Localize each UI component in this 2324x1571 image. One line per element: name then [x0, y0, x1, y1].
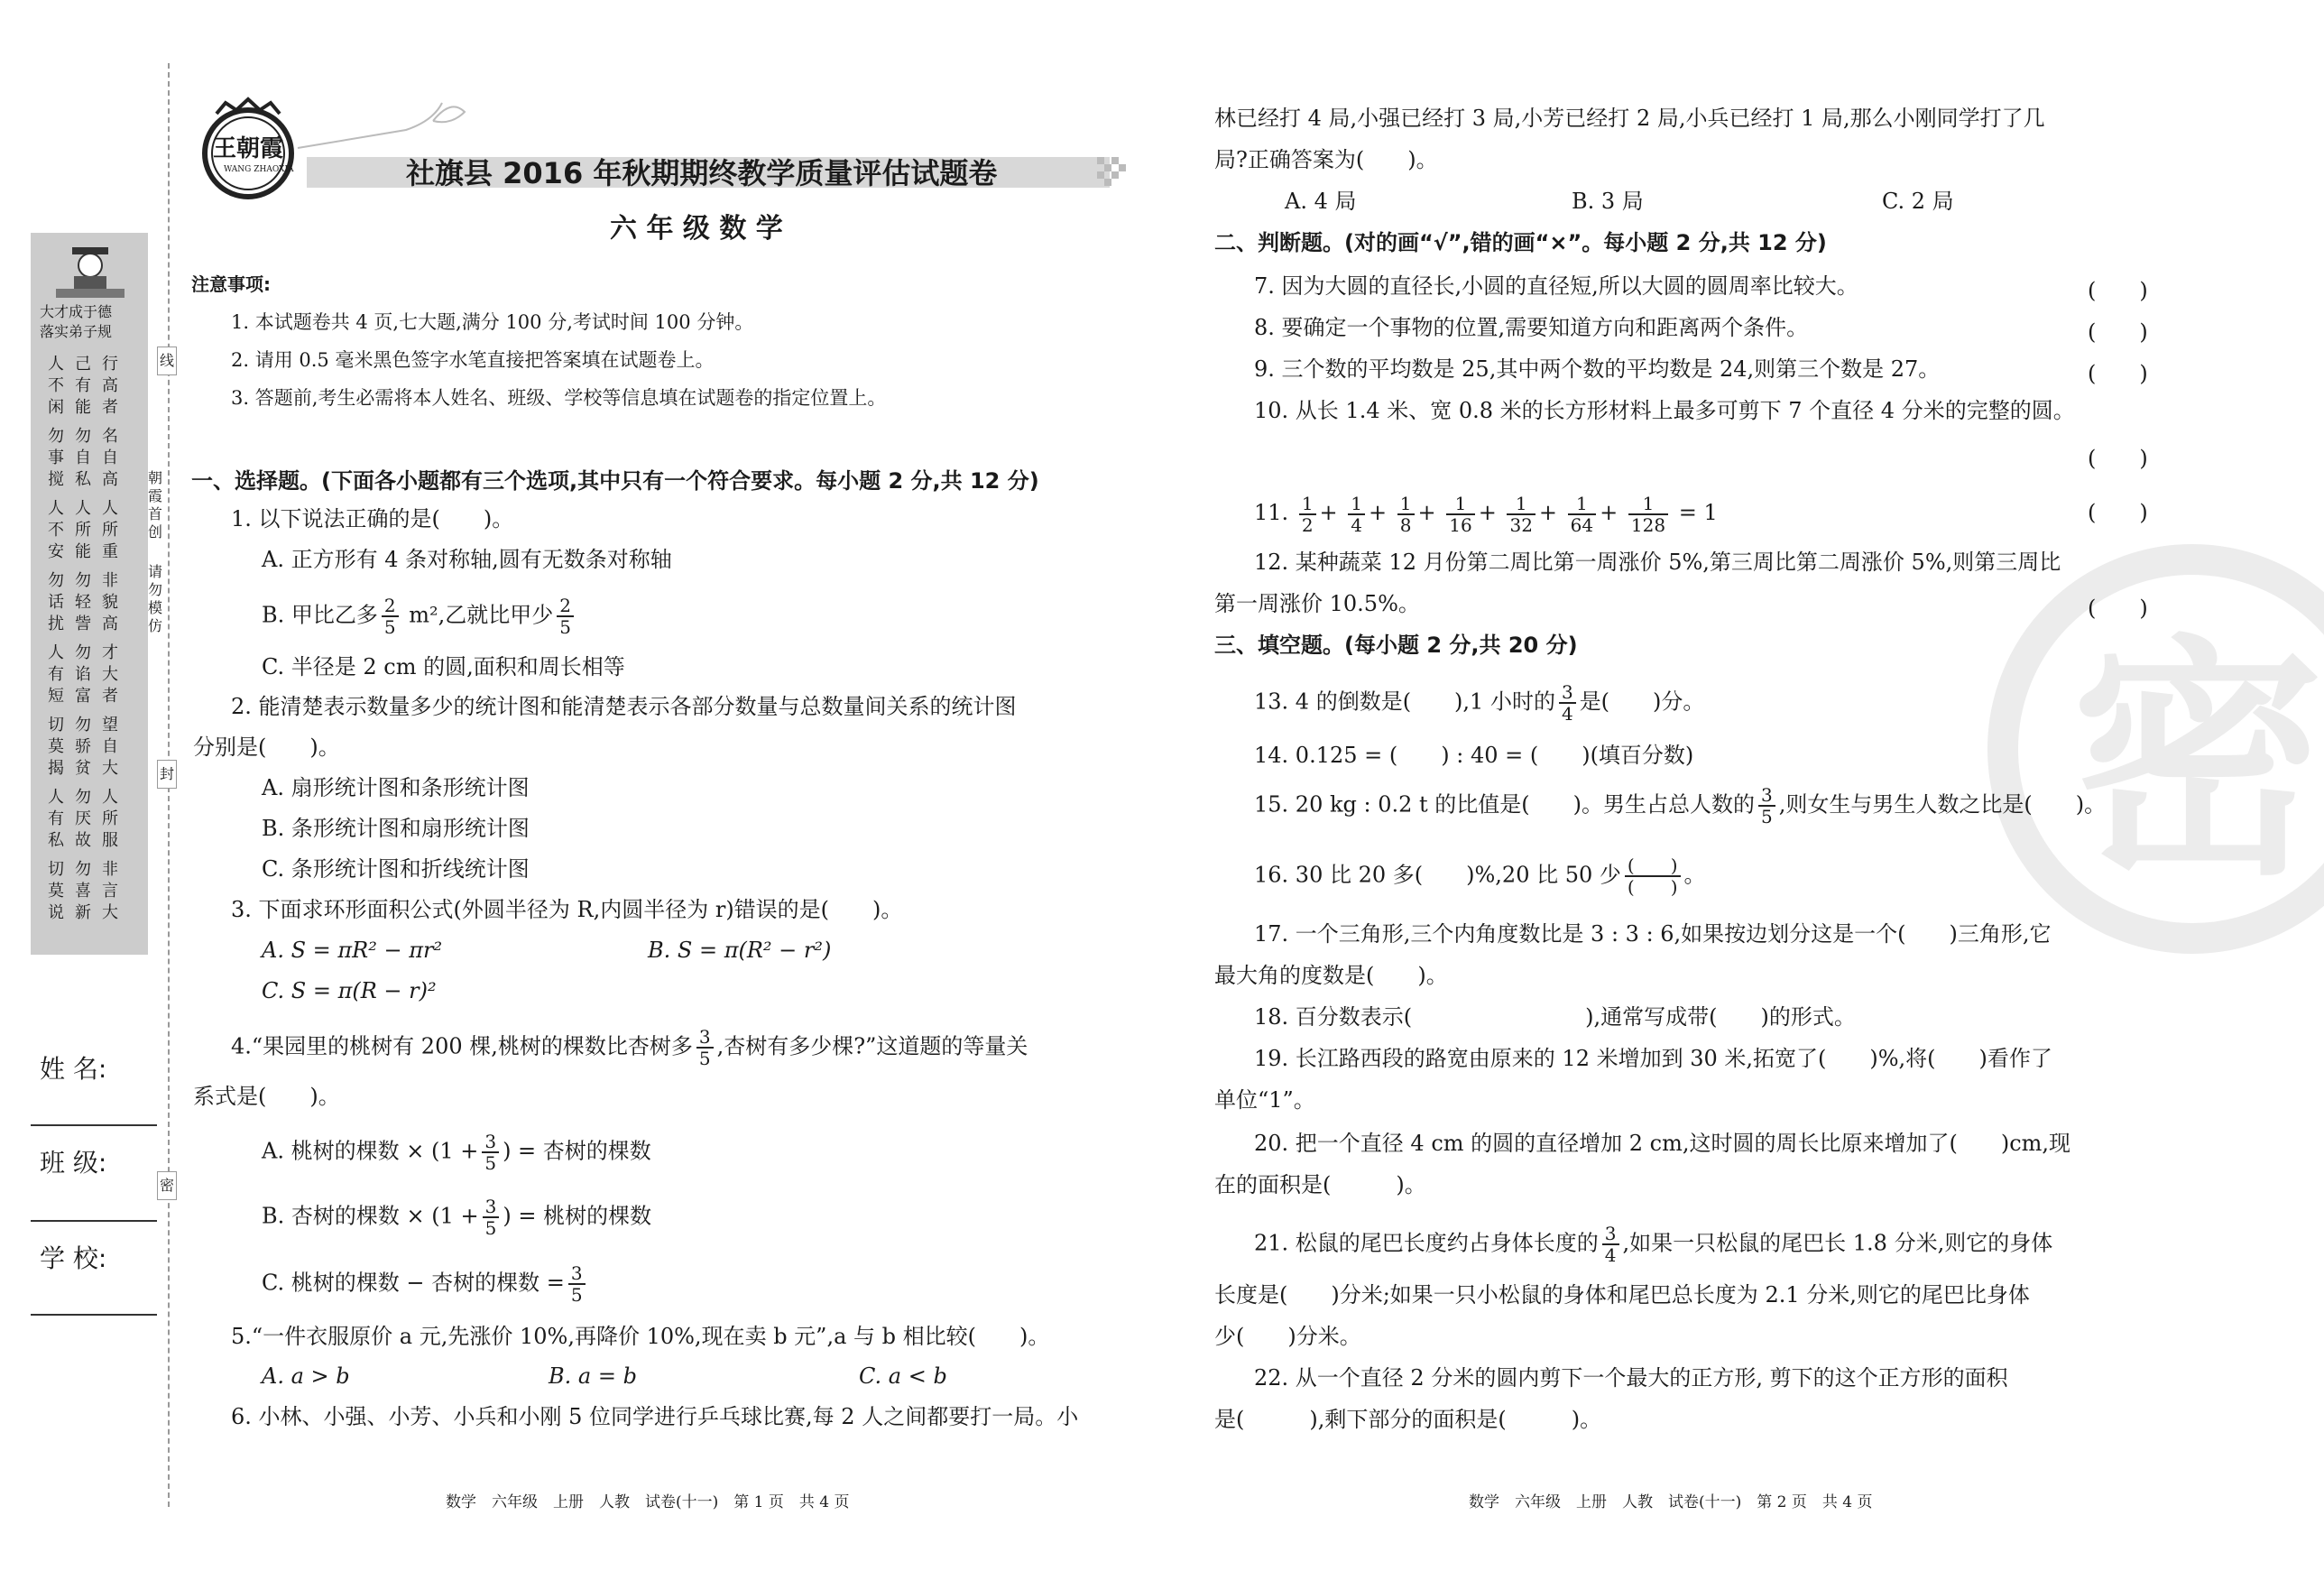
q1-option-a[interactable]: A. 正方形有 4 条对称轴,圆有无数条对称轴 [262, 547, 672, 572]
q13-stem [1254, 682, 1704, 724]
q20-stem-l2: 在的面积是( )。 [1214, 1172, 1426, 1197]
vertical-note-2: 请勿模仿 [147, 563, 162, 634]
q4c-frac: $\frac{3}{5}$ [568, 1263, 586, 1305]
q1b-pre: B. 甲比乙多 [262, 602, 378, 628]
motto-column: 人有短 [48, 643, 64, 706]
q17-stem-l2: 最大角的度数是( )。 [1214, 963, 1448, 988]
motto-column: 勿厌故 [75, 788, 91, 850]
q16-blank-frac[interactable]: $\frac{( )}{( )}$ [1625, 855, 1681, 897]
q11-plus-4: + [1478, 500, 1497, 525]
section1-heading: 一、选择题。(下面各小题都有三个选项,其中只有一个符合要求。每小题 2 分,共 12 分) [191, 468, 1039, 494]
school-label: 学 校: [40, 1243, 107, 1273]
q1-option-b[interactable] [262, 596, 577, 637]
checker-decoration [1097, 157, 1133, 188]
q5-stem: 5.“一件衣服原价 a 元,先涨价 10%,再降价 10%,现在卖 b 元”,a 与 b 相比较( )。 [231, 1324, 1050, 1349]
motto-column: 才大者 [102, 643, 118, 706]
q8-answer[interactable]: ( ) [2088, 319, 2148, 345]
motto-column: 勿谄富 [75, 643, 91, 706]
motto-column: 人所重 [102, 499, 118, 561]
q3-option-a[interactable]: A. S = πR² − πr² [262, 938, 443, 963]
seal-label-xian: 线 [157, 347, 177, 375]
q15-stem [1254, 785, 2106, 827]
name-field[interactable] [31, 1124, 157, 1126]
class-field[interactable] [31, 1220, 157, 1222]
q21-stem-l1 [1254, 1224, 2052, 1265]
q21-frac: $\frac{3}{4}$ [1602, 1224, 1619, 1265]
q16-part-a: 16. 30 比 20 多( )%,20 比 50 少 [1254, 862, 1621, 888]
motto-column: 行高者 [102, 355, 118, 417]
q5-option-a[interactable]: A. a > b [262, 1363, 350, 1389]
motto-column: 切莫揭 [48, 716, 64, 778]
q12-stem-l2: 第一周涨价 10.5%。 [1214, 591, 1420, 616]
q9-answer[interactable]: ( ) [2088, 361, 2148, 386]
q15-part-a: 15. 20 kg : 0.2 t 的比值是( )。男生占总人数的 [1254, 791, 1756, 818]
q4-stem-part-b: ,杏树有多少棵?”这道题的等量关 [716, 1033, 1028, 1059]
q13-frac: $\frac{3}{4}$ [1559, 682, 1576, 724]
ribbon-decoration [298, 94, 478, 157]
q4-option-b[interactable] [262, 1197, 651, 1238]
q6-stem-l2: 林已经打 4 局,小强已经打 3 局,小芳已经打 2 局,小兵已经打 1 局,那么小刚同学打了几 [1214, 106, 2045, 131]
sidebar-slogan-2: 落实弟子规 [40, 323, 113, 340]
q11-plus-6: + [1600, 500, 1618, 525]
q11-frac-3: $\frac{1}{8}$ [1397, 494, 1415, 535]
q18-stem: 18. 百分数表示( ),通常写成带( )的形式。 [1254, 1004, 1856, 1030]
q11-frac-4: $\frac{1}{16}$ [1446, 494, 1474, 535]
q2-option-c[interactable]: C. 条形统计图和折线统计图 [262, 856, 530, 882]
q15-part-b: ,则女生与男生人数之比是( )。 [1778, 791, 2107, 818]
logo-text: 王朝霞 [213, 135, 284, 162]
q5-option-b[interactable]: B. a = b [549, 1363, 637, 1389]
q13-part-b: 是( )分。 [1579, 688, 1705, 715]
q20-stem-l1: 20. 把一个直径 4 cm 的圆的直径增加 2 cm,这时圆的周长比原来增加了( )cm,现 [1254, 1131, 2071, 1156]
school-field[interactable] [31, 1314, 157, 1316]
exam-subtitle: 六 年 级 数 学 [610, 213, 783, 245]
q19-stem-l2: 单位“1”。 [1214, 1087, 1315, 1113]
motto-column: 勿话扰 [48, 571, 64, 633]
motto-column: 勿自私 [75, 427, 91, 489]
motto-column: 勿骄贫 [75, 716, 91, 778]
motto-column: 望自大 [102, 716, 118, 778]
q4b-post: ) = 桃树的棵数 [503, 1203, 652, 1229]
q7-stem: 7. 因为大圆的直径长,小圆的直径短,所以大圆的圆周率比较大。 [1254, 273, 1858, 299]
q4-stem-l1 [231, 1027, 1028, 1068]
motto-column: 勿事搅 [48, 427, 64, 489]
q6-option-c[interactable]: C. 2 局 [1882, 189, 1954, 214]
q1-stem: 1. 以下说法正确的是( )。 [231, 506, 514, 531]
q4b-frac: $\frac{3}{5}$ [483, 1197, 500, 1238]
footer-left: 数学 六年级 上册 人教 试卷(十一) 第 1 页 共 4 页 [446, 1493, 850, 1511]
q9-stem: 9. 三个数的平均数是 25,其中两个数的平均数是 24,则第三个数是 27。 [1254, 356, 1941, 382]
motto-column: 人所能 [75, 499, 91, 561]
q6-stem-l1: 6. 小林、小强、小芳、小兵和小刚 5 位同学进行乒乓球比赛,每 2 人之间都要打一局。小 [231, 1404, 1079, 1429]
q5-option-c[interactable]: C. a < b [859, 1363, 947, 1389]
section2-heading: 二、判断题。(对的画“√”,错的画“×”。每小题 2 分,共 12 分) [1214, 230, 1827, 255]
q2-stem-l2: 分别是( )。 [193, 735, 340, 760]
q4-option-c[interactable] [262, 1263, 589, 1305]
secret-watermark-text: 密 [2071, 615, 2324, 910]
q1b-frac-2: $\frac{2}{5}$ [557, 596, 574, 637]
q3-option-b[interactable]: B. S = π(R² − r²) [648, 938, 832, 963]
notice-item-2: 2. 请用 0.5 毫米黑色签字水笔直接把答案填在试题卷上。 [231, 349, 715, 371]
seal-label-mi: 密 [157, 1171, 177, 1200]
motto-column: 非貌高 [102, 571, 118, 633]
q4c-pre: C. 桃树的棵数 − 杏树的棵数 = [262, 1270, 565, 1296]
scholar-icon [47, 242, 134, 301]
motto-column: 名自高 [102, 427, 118, 489]
q15-frac: $\frac{3}{5}$ [1758, 785, 1775, 827]
q13-part-a: 13. 4 的倒数是( ),1 小时的 [1254, 688, 1555, 715]
q4-stem-part-a: 4.“果园里的桃树有 200 棵,桃树的棵数比杏树多 [231, 1033, 693, 1059]
q14-stem: 14. 0.125 = ( ) : 40 = ( )(填百分数) [1254, 743, 1694, 768]
motto-column: 人不闲 [48, 355, 64, 417]
q1b-frac-1: $\frac{2}{5}$ [382, 596, 399, 637]
q11-plus-1: + [1319, 500, 1338, 525]
q6-stem-l3: 局?正确答案为( )。 [1214, 147, 1438, 172]
q4b-pre: B. 杏树的棵数 × (1 + [262, 1203, 479, 1229]
notice-item-1: 1. 本试题卷共 4 页,七大题,满分 100 分,考试时间 100 分钟。 [231, 311, 754, 333]
q8-stem: 8. 要确定一个事物的位置,需要知道方向和距离两个条件。 [1254, 315, 1809, 340]
name-label: 姓 名: [40, 1054, 107, 1084]
motto-column: 己有能 [75, 355, 91, 417]
q11-frac-7: $\frac{1}{128}$ [1628, 494, 1668, 535]
q21-stem-l2: 长度是( )分米;如果一只小松鼠的身体和尾巴总长度为 2.1 分米,则它的尾巴比身体 [1214, 1282, 2030, 1308]
exam-title: 社旗县 2016 年秋期期终教学质量评估试题卷 [406, 156, 998, 190]
q7-answer[interactable]: ( ) [2088, 278, 2148, 303]
motto-column: 切莫说 [48, 860, 64, 922]
notice-item-3: 3. 答题前,考生必需将本人姓名、班级、学校等信息填在试题卷的指定位置上。 [231, 387, 887, 409]
q2-option-a[interactable]: A. 扇形统计图和条形统计图 [262, 775, 530, 800]
class-label: 班 级: [40, 1148, 107, 1178]
q1-option-c[interactable]: C. 半径是 2 cm 的圆,面积和周长相等 [262, 654, 625, 679]
q16-stem [1254, 855, 1706, 897]
sidebar-slogan-1: 大才成于德 [40, 303, 113, 320]
q2-stem-l1: 2. 能清楚表示数量多少的统计图和能清楚表示各部分数量与总数量间关系的统计图 [231, 694, 1017, 719]
logo-subtext: WANG ZHAOXIA [224, 165, 294, 174]
q1b-mid: m²,乙就比甲少 [401, 602, 554, 628]
q11-plus-5: + [1538, 500, 1558, 525]
q6-option-a[interactable]: A. 4 局 [1285, 189, 1357, 214]
q10-answer[interactable]: ( ) [2088, 446, 2148, 471]
q3-option-c[interactable]: C. S = π(R − r)² [262, 978, 437, 1003]
q11-number: 11. [1254, 500, 1289, 525]
q4a-frac: $\frac{3}{5}$ [482, 1132, 499, 1173]
q4-stem-frac: $\frac{3}{5}$ [696, 1027, 714, 1068]
section3-heading: 三、填空题。(每小题 2 分,共 20 分) [1214, 633, 1578, 658]
q11-frac-5: $\frac{1}{32}$ [1507, 494, 1535, 535]
q21-part-a: 21. 松鼠的尾巴长度约占身体长度的 [1254, 1230, 1599, 1256]
seal-label-feng: 封 [157, 760, 177, 789]
q11-plus-3: + [1417, 500, 1436, 525]
motto-column: 人有私 [48, 788, 64, 850]
q4a-post: ) = 杏树的棵数 [503, 1138, 651, 1164]
q11-answer[interactable]: ( ) [2088, 500, 2148, 525]
q22-stem-l2: 是( ),剩下部分的面积是( )。 [1214, 1407, 1602, 1432]
q16-part-b: 。 [1683, 862, 1706, 888]
vertical-note-1: 朝霞首创 [147, 469, 162, 541]
q3-stem: 3. 下面求环形面积公式(外圆半径为 R,内圆半径为 r)错误的是( )。 [231, 897, 903, 922]
q21-stem-l3: 少( )分米。 [1214, 1324, 1361, 1349]
q12-answer[interactable]: ( ) [2088, 596, 2148, 621]
q6-option-b[interactable]: B. 3 局 [1572, 189, 1644, 214]
q17-stem-l1: 17. 一个三角形,三个内角度数比是 3 : 3 : 6,如果按边划分这是一个( )三角形,它 [1254, 921, 2052, 947]
q21-part-b: ,如果一只松鼠的尾巴长 1.8 分米,则它的身体 [1622, 1230, 2053, 1256]
motto-column: 人所服 [102, 788, 118, 850]
q2-option-b[interactable]: B. 条形统计图和扇形统计图 [262, 816, 530, 841]
q11-frac-6: $\frac{1}{64}$ [1568, 494, 1596, 535]
q11-plus-2: + [1369, 500, 1388, 525]
q4-option-a[interactable] [262, 1132, 651, 1173]
footer-right: 数学 六年级 上册 人教 试卷(十一) 第 2 页 共 4 页 [1469, 1493, 1873, 1511]
motto-block [45, 354, 135, 940]
q22-stem-l1: 22. 从一个直径 2 分米的圆内剪下一个最大的正方形, 剪下的这个正方形的面积 [1254, 1365, 2008, 1391]
q12-stem-l1: 12. 某种蔬菜 12 月份第二周比第一周涨价 5%,第三周比第二周涨价 5%,则第三周比 [1254, 550, 2061, 575]
q11-stem [1254, 485, 1718, 540]
q11-frac-2: $\frac{1}{4}$ [1348, 494, 1365, 535]
notice-heading: 注意事项: [191, 273, 271, 295]
q19-stem-l1: 19. 长江路西段的路宽由原来的 12 米增加到 30 米,拓宽了( )%,将( )看作了 [1254, 1046, 2052, 1071]
q11-equals: = 1 [1678, 500, 1718, 525]
motto-column: 勿轻訾 [75, 571, 91, 633]
motto-column: 勿喜新 [75, 860, 91, 922]
motto-column: 非言大 [102, 860, 118, 922]
q4-stem-l2: 系式是( )。 [193, 1084, 340, 1109]
q10-stem: 10. 从长 1.4 米、宽 0.8 米的长方形材料上最多可剪下 7 个直径 4 分米的完整的圆。 [1254, 398, 2075, 423]
q4a-pre: A. 桃树的棵数 × (1 + [262, 1138, 479, 1164]
motto-column: 人不安 [48, 499, 64, 561]
q11-frac-1: $\frac{1}{2}$ [1299, 494, 1316, 535]
